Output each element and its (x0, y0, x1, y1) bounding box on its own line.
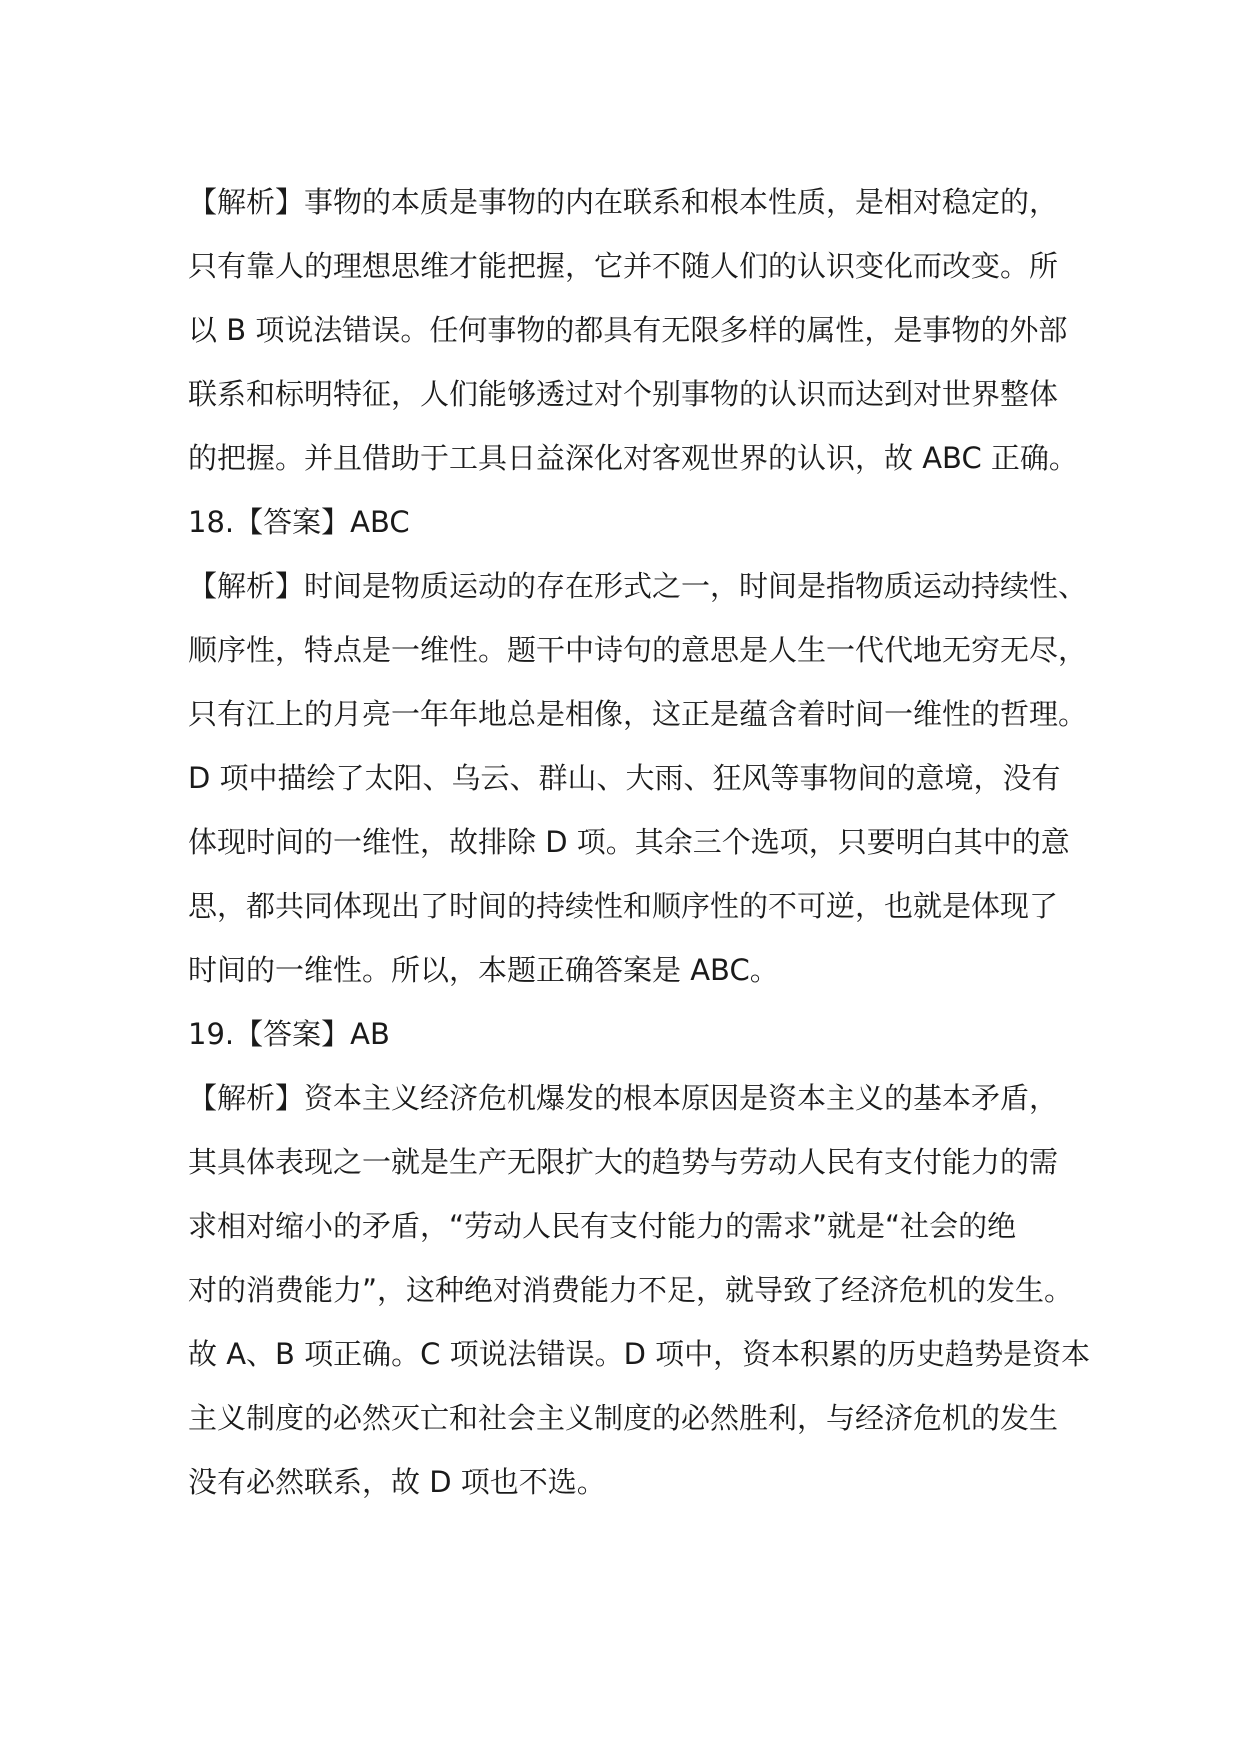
text-line: 【解析】资本主义经济危机爆发的根本原因是资本主义的基本矛盾， (188, 1081, 1059, 1115)
text-line: 【解析】时间是物质运动的存在形式之一，时间是指物质运动持续性、 (188, 569, 1088, 603)
text-line: 没有必然联系，故 D 项也不选。 (188, 1465, 606, 1499)
text-line: 其具体表现之一就是生产无限扩大的趋势与劳动人民有支付能力的需 (188, 1145, 1059, 1179)
text-line: 【解析】事物的本质是事物的内在联系和根本性质，是相对稳定的， (188, 185, 1059, 219)
text-line: D 项中描绘了太阳、乌云、群山、大雨、狂风等事物间的意境，没有 (188, 761, 1061, 795)
text-line: 体现时间的一维性，故排除 D 项。其余三个选项，只要明白其中的意 (188, 825, 1070, 859)
text-line: 对的消费能力”，这种绝对消费能力不足，就导致了经济危机的发生。 (188, 1273, 1074, 1307)
text-line: 联系和标明特征，人们能够透过对个别事物的认识而达到对世界整体 (188, 377, 1059, 411)
analysis-paragraph (188, 1066, 1091, 1514)
answer-heading (188, 1002, 1058, 1066)
text-line: 的把握。并且借助于工具日益深化对客观世界的认识，故 ABC 正确。 (188, 441, 1078, 475)
text-line: 以 B 项说法错误。任何事物的都具有无限多样的属性，是事物的外部 (188, 313, 1068, 347)
answer-line: 19.【答案】AB (188, 1017, 390, 1051)
analysis-paragraph (188, 170, 1078, 490)
answer-heading (188, 490, 1058, 554)
text-line: 主义制度的必然灭亡和社会主义制度的必然胜利，与经济危机的发生 (188, 1401, 1059, 1435)
text-line: 顺序性，特点是一维性。题干中诗句的意思是人生一代代地无穷无尽， (188, 633, 1088, 667)
answer-line: 18.【答案】ABC (188, 505, 410, 539)
text-line: 求相对缩小的矛盾，“劳动人民有支付能力的需求”就是“社会的绝 (188, 1209, 1017, 1243)
text-line: 故 A、B 项正确。C 项说法错误。D 项中，资本积累的历史趋势是资本 (188, 1337, 1091, 1371)
analysis-paragraph (188, 554, 1088, 1002)
text-line: 时间的一维性。所以，本题正确答案是 ABC。 (188, 953, 779, 987)
text-line: 思，都共同体现出了时间的持续性和顺序性的不可逆，也就是体现了 (188, 889, 1059, 923)
text-line: 只有靠人的理想思维才能把握，它并不随人们的认识变化而改变。所 (188, 249, 1059, 283)
document-page (188, 170, 1091, 1514)
text-line: 只有江上的月亮一年年地总是相像，这正是蕴含着时间一维性的哲理。 (188, 697, 1088, 731)
